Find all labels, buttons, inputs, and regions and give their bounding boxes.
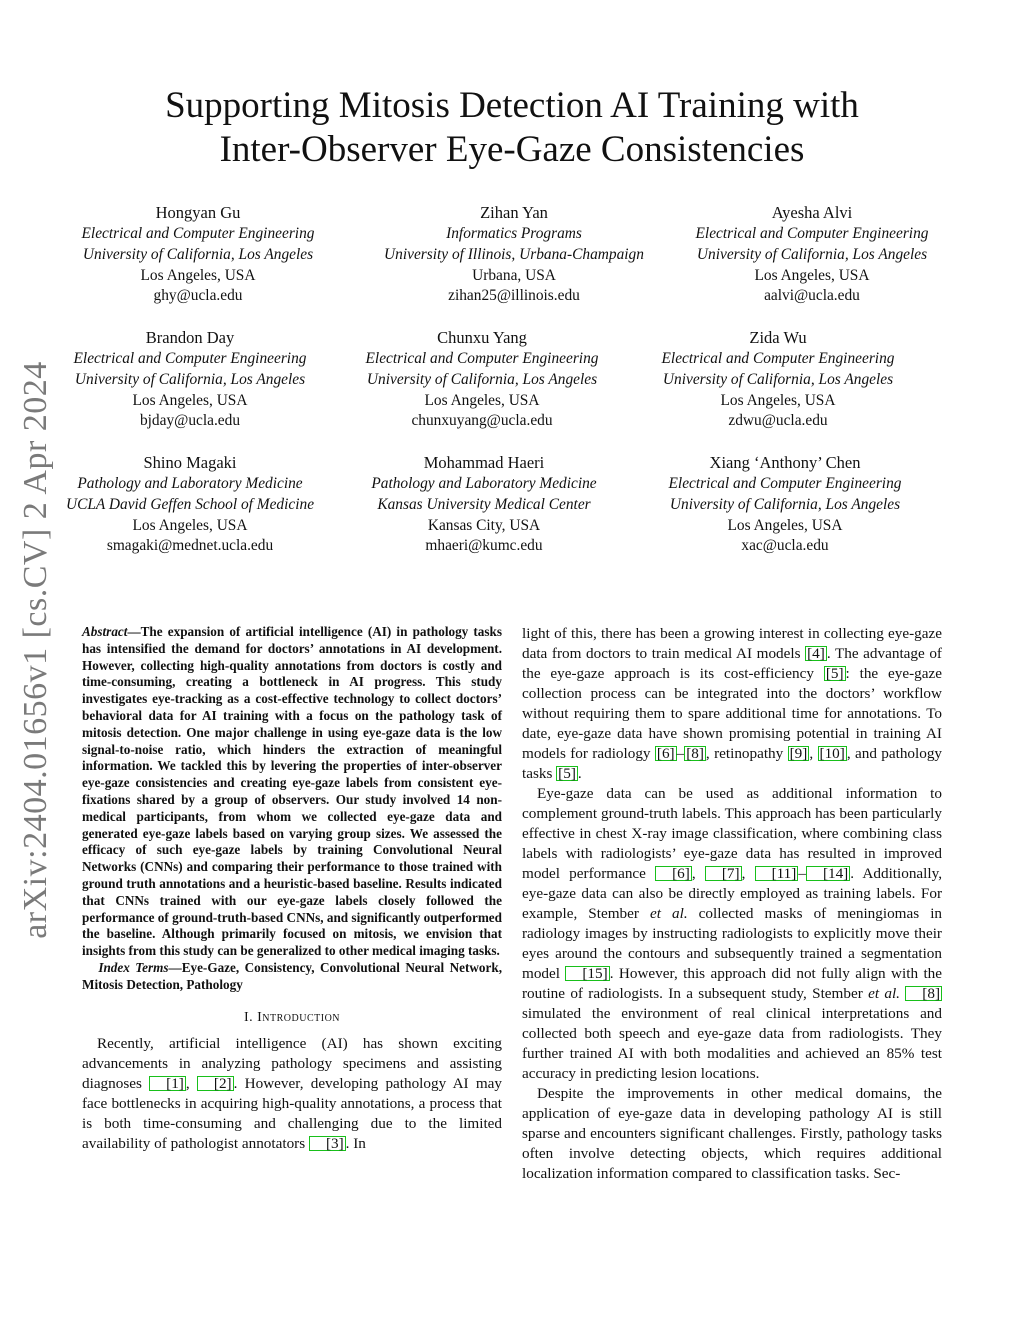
author-card bbox=[662, 202, 962, 307]
citation-link[interactable]: [2] bbox=[197, 1076, 234, 1091]
text-run: . Additionally, eye-gaze data can also be directly employed as training labels. For example, Stember bbox=[522, 865, 943, 922]
author-affiliation: Electrical and Computer Engineering bbox=[661, 350, 895, 367]
author-email[interactable]: zdwu@ucla.edu bbox=[728, 412, 828, 430]
author-name: Xiang ‘Anthony’ Chen bbox=[709, 453, 861, 472]
author-city: Kansas City, USA bbox=[427, 516, 541, 534]
author-institution: University of California, Los Angeles bbox=[82, 245, 314, 263]
author-city: Los Angeles, USA bbox=[754, 266, 870, 284]
text-run: . The advantage of the eye-gaze approach is its cost-efficiency bbox=[522, 645, 942, 682]
author-email[interactable]: zihan25@illinois.edu bbox=[448, 287, 580, 305]
arxiv-stamp-text: arXiv:2404.01656v1 [cs.CV] 2 Apr 2024 bbox=[17, 361, 54, 939]
author-email[interactable]: xac@ucla.edu bbox=[741, 537, 829, 555]
citation-link[interactable]: [10] bbox=[819, 745, 845, 762]
citation-link[interactable]: [4] bbox=[807, 645, 825, 662]
section-heading: I. Introduction bbox=[243, 1009, 341, 1025]
author-card bbox=[332, 327, 632, 432]
title-line-1: Supporting Mitosis Detection AI Training with bbox=[165, 85, 859, 126]
author-affiliation: Pathology and Laboratory Medicine bbox=[77, 475, 303, 492]
citation-link[interactable]: [15] bbox=[565, 966, 609, 981]
text-run: . bbox=[577, 765, 582, 782]
index-terms-lead: Index Terms bbox=[98, 959, 169, 975]
author-city: Los Angeles, USA bbox=[727, 516, 843, 534]
text-run: Recently, artificial intelligence (AI) has shown exciting advancements in analyzing pathology specimens and assisting diagnoses bbox=[82, 1034, 502, 1092]
text-run: – bbox=[676, 745, 685, 762]
citation-link[interactable]: [9] bbox=[789, 745, 808, 762]
text-run: et al. bbox=[649, 905, 688, 922]
intro-paragraph bbox=[82, 1034, 502, 1154]
index-terms-text: —Eye-Gaze, Consistency, Convolutional Neural Network, Mitosis Detection, Pathology bbox=[82, 959, 502, 992]
author-institution: University of Illinois, Urbana-Champaign bbox=[384, 245, 644, 263]
text-run: – bbox=[798, 865, 806, 882]
text-run: light of this, there has been a growing interest in collecting eye-gaze data from doctors to train medical AI models bbox=[522, 625, 942, 662]
author-card bbox=[635, 452, 935, 557]
citation-link[interactable]: [5] bbox=[825, 665, 844, 682]
author-name: Brandon Day bbox=[145, 328, 235, 347]
author-card bbox=[628, 327, 928, 432]
body-paragraph: Despite the improvements in other medical domains, the application of eye-gaze data in developing pathology AI is still sparse and encounters significant challenges. Firstly, pathology tasks often involve detecting objects, which requires additional localization information compared to classification tasks. Sec- bbox=[522, 1085, 942, 1182]
text-run: , bbox=[741, 865, 755, 882]
author-institution: University of California, Los Angeles bbox=[366, 370, 598, 388]
author-institution: University of California, Los Angeles bbox=[669, 495, 901, 513]
title-line-2: Inter-Observer Eye-Gaze Consistencies bbox=[219, 129, 805, 170]
text-run: , retinopathy bbox=[705, 745, 788, 762]
author-name: Ayesha Alvi bbox=[771, 203, 853, 222]
author-name: Shino Magaki bbox=[143, 453, 237, 472]
author-card bbox=[40, 452, 340, 557]
author-institution: University of California, Los Angeles bbox=[74, 370, 306, 388]
abstract-text: —The expansion of artificial intelligence (AI) in pathology tasks has intensified the demand for doctors’ annotations in AI development. However, collecting high-quality annotations from doctors is costly and time-consuming, creating a bottleneck in AI progress. This study investigates eye-tracking as a cost-effective technology to collect doctors’ behavioral data for AI training with a focus on the pathology task of mitosis detection. One major challenge in using eye-gaze data is the low signal-to-noise ratio, which hinders the extraction of meaningful information. We tackled this by levering the properties of inter-observer eye-gaze consistencies and creating eye-gaze labels from consistent eye-fixations shared by a group of observers. Our study involved 14 non-medical participants, from whom we collected eye-gaze data and generated eye-gaze labels based on varying group sizes. We assessed the efficacy of such eye-gaze labels by training Convolutional Neural Networks (CNNs) and comparing their performance to those trained with ground truth annotations and a heuristic-based baseline. Results indicated that CNNs trained with our eye-gaze labels closely followed the performance of ground-truth-based CNNs, and significantly outperformed the baseline. Although primarily focused on mitosis, we envision that insights from this study can be generalized to other medical imaging tasks. bbox=[82, 624, 502, 959]
author-card bbox=[40, 327, 340, 432]
author-email[interactable]: bjday@ucla.edu bbox=[139, 412, 241, 430]
author-name: Zihan Yan bbox=[480, 203, 548, 222]
abstract-lead: Abstract bbox=[82, 624, 128, 639]
author-card bbox=[48, 202, 348, 307]
author-affiliation: Electrical and Computer Engineering bbox=[695, 225, 929, 242]
citation-link[interactable]: [14] bbox=[806, 866, 850, 881]
author-email[interactable]: aalvi@ucla.edu bbox=[764, 287, 860, 305]
citation-link[interactable]: [8] bbox=[905, 986, 942, 1001]
author-institution: UCLA David Geffen School of Medicine bbox=[65, 495, 315, 513]
author-city: Los Angeles, USA bbox=[140, 266, 256, 284]
text-run: : the eye-gaze collection process can be integrated into the doctors’ workflow without requiring them to spare additional time for annotations. To date, eye-gaze data have shown promising potential in training AI models for radiology bbox=[522, 665, 942, 762]
author-affiliation: Electrical and Computer Engineering bbox=[81, 225, 315, 242]
author-name: Chunxu Yang bbox=[437, 328, 527, 347]
author-city: Urbana, USA bbox=[472, 266, 556, 284]
citation-link[interactable]: [8] bbox=[686, 745, 704, 762]
text-run: . However, developing pathology AI may face bottlenecks in acquiring high-quality annotations, a process that is both time-consuming and challenging due to the limited availability of pathologist annotators bbox=[82, 1074, 502, 1152]
body-paragraph bbox=[522, 784, 942, 1084]
right-column bbox=[522, 624, 942, 1184]
author-email[interactable]: chunxuyang@ucla.edu bbox=[411, 412, 553, 430]
citation-link[interactable]: [5] bbox=[558, 765, 576, 782]
citation-link[interactable]: [1] bbox=[149, 1076, 186, 1091]
body-paragraph bbox=[522, 624, 942, 784]
text-run: simulated the environment of real clinical interpretations and collected both speech and eye-gaze data from radiologists. They further trained AI with both modalities and achieved an 85% test accuracy in predicting lesion locations. bbox=[522, 1005, 942, 1082]
author-card bbox=[364, 202, 664, 307]
text-run: . However, this approach did not fully align with the routine of radiologists. In a subsequent study, Stember bbox=[522, 965, 942, 1002]
citation-link[interactable]: [3] bbox=[309, 1136, 346, 1151]
author-email[interactable]: smagaki@mednet.ucla.edu bbox=[106, 537, 274, 555]
text-run: , bbox=[809, 745, 818, 762]
author-institution: Kansas University Medical Center bbox=[377, 495, 591, 513]
citation-link[interactable]: [11] bbox=[755, 866, 799, 881]
citation-link[interactable]: [6] bbox=[656, 745, 675, 762]
text-run: , bbox=[185, 1074, 197, 1092]
author-city: Los Angeles, USA bbox=[720, 391, 836, 409]
author-affiliation: Informatics Programs bbox=[446, 225, 582, 242]
left-column bbox=[82, 624, 502, 1154]
author-name: Mohammad Haeri bbox=[423, 453, 545, 472]
text-run: , bbox=[691, 865, 705, 882]
author-affiliation: Electrical and Computer Engineering bbox=[73, 350, 307, 367]
author-affiliation: Pathology and Laboratory Medicine bbox=[371, 475, 597, 492]
text-run: collected masks of meningiomas in radiology images by instructing radiologists to explicitly move their eyes around the contours and subsequently trained a segmentation model bbox=[522, 905, 943, 982]
author-name: Zida Wu bbox=[749, 328, 807, 347]
author-card bbox=[334, 452, 634, 557]
text-run: , and pathology tasks bbox=[522, 745, 943, 782]
text-run: . In bbox=[345, 1134, 366, 1152]
abstract bbox=[82, 624, 502, 960]
author-email[interactable]: ghy@ucla.edu bbox=[153, 287, 243, 305]
index-terms bbox=[82, 960, 502, 994]
author-institution: University of California, Los Angeles bbox=[662, 370, 894, 388]
author-city: Los Angeles, USA bbox=[132, 391, 248, 409]
citation-link[interactable]: [7] bbox=[705, 866, 742, 881]
text-run: Eye-gaze data can be used as additional information to complement ground-truth labels. This approach has been particularly effective in chest X-ray image classification, where combining class labels with radiologists’ eye-gaze data has resulted in improved model performance bbox=[522, 785, 942, 882]
paper-title bbox=[80, 84, 944, 172]
author-institution: University of California, Los Angeles bbox=[696, 245, 928, 263]
author-city: Los Angeles, USA bbox=[132, 516, 248, 534]
author-email[interactable]: mhaeri@kumc.edu bbox=[425, 537, 543, 555]
author-city: Los Angeles, USA bbox=[424, 391, 540, 409]
citation-link[interactable]: [6] bbox=[655, 866, 692, 881]
author-affiliation: Electrical and Computer Engineering bbox=[668, 475, 902, 492]
author-name: Hongyan Gu bbox=[155, 203, 241, 222]
author-affiliation: Electrical and Computer Engineering bbox=[365, 350, 599, 367]
text-run: et al. bbox=[868, 985, 900, 1002]
